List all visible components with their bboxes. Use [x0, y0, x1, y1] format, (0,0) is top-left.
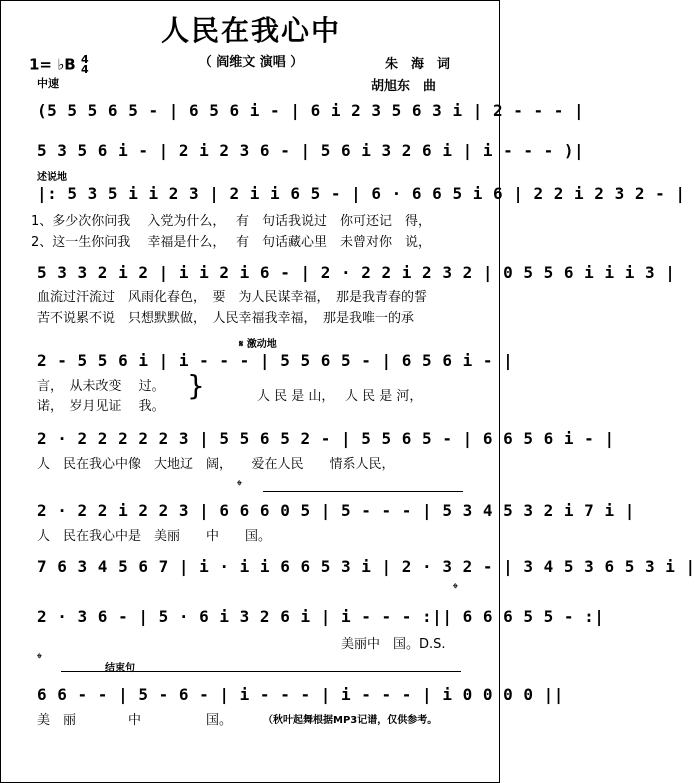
- notation-row-2: 5 3 5 6 i - | 2 i 2 3 6 - | 5 6 i 3 2 6 i | i - - - )|: [37, 141, 585, 160]
- lyric-line-11: 美 丽 中 国。: [37, 713, 233, 728]
- notation-row-7: 2 · 2 2 i 2 2 3 | 6 6 6 0 5 | 5 - - - | 5 3 4 5 3 2 i 7 i |: [37, 501, 635, 520]
- notation-row-4: 5 3 3 2 i 2 | i i 2 i 6 - | 2 · 2 2 i 2 3 2 | 0 5 5 6 i i i 3 |: [37, 263, 676, 282]
- coda-sign-1: 𝄌: [237, 478, 242, 494]
- notation-row-9: 2 · 3 6 - | 5 · 6 i 3 2 6 i | i - - - :|| 6 6 6 5 5 - :|: [37, 607, 605, 626]
- time-top: 4: [80, 53, 89, 66]
- coda-sign-2: 𝄌: [453, 581, 458, 597]
- lyric-line-9: 人 民在我心中是 美丽 中 国。: [37, 529, 272, 544]
- excited-marking: 𝄋 激动地: [239, 339, 277, 350]
- transcription-note: （秋叶起舞根据MP3记谱，仅供参考。: [263, 715, 438, 726]
- lyric-line-5: 言， 从未改变 过。: [37, 379, 165, 394]
- lyric-line-3: 血流过汗流过 风雨化春色， 要 为人民谋幸福， 那是我青春的誓: [37, 290, 428, 305]
- notation-row-1: (5 5 5 6 5 - | 6 5 6 i - | 6 i 2 3 5 6 3 i | 2 - - - |: [37, 101, 585, 120]
- ending-marking: 结束句: [105, 663, 135, 674]
- lyric-line-2: 2、这一生你问我 幸福是什么， 有 句话藏心里 未曾对你 说，: [31, 235, 432, 250]
- time-bottom: 4: [80, 63, 89, 76]
- tempo-marking: 中速: [37, 77, 59, 90]
- notation-row-6: 2 · 2 2 2 2 2 3 | 5 5 6 5 2 - | 5 5 6 5 - | 6 6 5 6 i - |: [37, 429, 615, 448]
- lyric-line-6: 诺， 岁月见证 我。: [37, 399, 165, 414]
- song-title: 人民在我心中: [160, 14, 341, 47]
- ending-line: [61, 671, 461, 672]
- lyric-line-8: 人 民在我心中像 大地辽 阔， 爱在人民 情系人民，: [37, 457, 395, 472]
- lyric-line-10: 美丽中 国。D.S.: [341, 637, 446, 652]
- lyricist-credit: 朱 海 词: [385, 57, 451, 72]
- volta-line: [263, 491, 463, 492]
- notation-row-10: 6 6 - - | 5 - 6 - | i - - - | i - - - | i 0 0 0 0 ||: [37, 685, 564, 704]
- performer-line: （ 阎维文 演唱 ）: [198, 55, 304, 70]
- time-signature: [81, 55, 89, 75]
- notation-row-3: |: 5 3 5 i i 2 3 | 2 i i 6 5 - | 6 · 6 6 5 i 6 | 2 2 i 2 3 2 - |: [37, 184, 686, 203]
- key-text: 1= ♭B: [29, 55, 81, 74]
- coda-sign-3: 𝄌: [37, 651, 42, 667]
- lyric-line-4: 苦不说累不说 只想默默做， 人民幸福我幸福， 那是我唯一的承: [37, 311, 415, 326]
- lyric-brace: }: [187, 369, 205, 402]
- key-signature: [29, 55, 89, 75]
- notation-row-5: 2 - 5 5 6 i | i - - - | 5 5 6 5 - | 6 5 6 i - |: [37, 351, 514, 370]
- lyric-line-7: 人 民 是 山， 人 民 是 河，: [257, 389, 423, 404]
- narration-marking: 述说地: [37, 172, 67, 183]
- notation-row-8: 7 6 3 4 5 6 7 | i · i i 6 6 5 3 i | 2 · 3 2 - | 3 4 5 3 6 5 3 i |: [37, 557, 696, 576]
- composer-credit: 胡旭东 曲: [371, 79, 437, 94]
- lyric-line-1: 1、多少次你问我 入党为什么， 有 句话我说过 你可还记 得，: [31, 214, 432, 229]
